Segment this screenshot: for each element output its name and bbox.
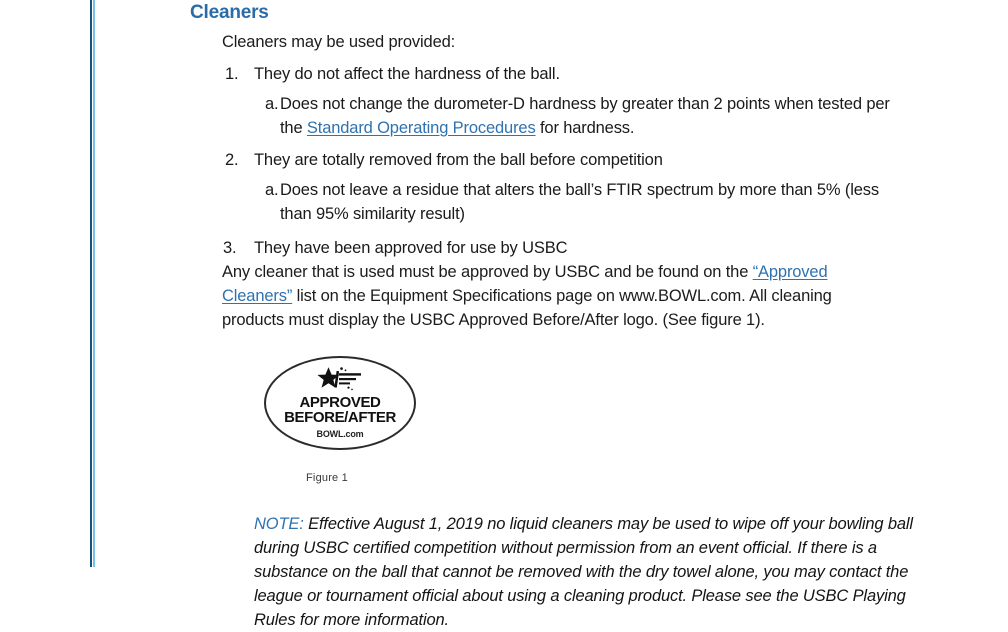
- list-marker: 1.: [225, 65, 239, 83]
- note-block: [254, 512, 922, 632]
- usbc-star-icon: [266, 365, 414, 395]
- standard-operating-procedures-link[interactable]: Standard Operating Procedures: [306, 119, 536, 137]
- list-sub-text-before-link: Does not change the durometer-D hardness by greater than 2 points when tested per the: [280, 95, 890, 137]
- list-sub-item: [222, 92, 894, 140]
- list-item-text: They do not affect the hardness of the ball.: [254, 65, 560, 83]
- list-sub-marker: a.: [265, 95, 279, 113]
- list-item: [222, 236, 894, 260]
- approved-cleaners-link[interactable]: “Approved Cleaners”: [222, 263, 828, 305]
- closing-text-after-link: list on the Equipment Specifications page on www.BOWL.com. All cleaning products must display the USBC Approved Before/After logo. (See figure 1).: [222, 287, 832, 329]
- list-marker: 2.: [225, 151, 239, 169]
- logo-line-approved: APPROVED: [299, 394, 381, 411]
- list-marker: 3.: [223, 239, 237, 257]
- list-sub-marker: a.: [265, 181, 279, 199]
- list-item-text: They have been approved for use by USBC: [254, 239, 568, 257]
- left-margin-rule-light: [93, 0, 95, 567]
- figure-caption: Figure 1: [306, 472, 348, 484]
- list-sub-item: [222, 178, 894, 226]
- intro-paragraph: Cleaners may be used provided:: [222, 33, 456, 51]
- list-sub-text-after-link: for hardness.: [535, 119, 635, 137]
- note-text: Effective August 1, 2019 no liquid cleaners may be used to wipe off your bowling ball during USBC certified competition without permission from an event official. If there is a substance on the ball that cannot be removed with the dry towel alone, you may contact the league or tournament official about using a cleaning product. Please see the USBC Playing Rules for more information.: [254, 515, 913, 629]
- section-body: [222, 30, 913, 632]
- list-item: [222, 62, 894, 86]
- closing-text-before-link: Any cleaner that is used must be approved by USBC and be found on the: [222, 263, 753, 281]
- approved-before-after-logo: [264, 356, 416, 450]
- section-heading: Cleaners: [190, 2, 269, 23]
- logo-line-bowl-com: BOWL.com: [316, 429, 364, 439]
- logo-line-before-after: BEFORE/AFTER: [284, 409, 396, 426]
- closing-paragraph: [222, 260, 894, 332]
- page-content-column: [190, 0, 913, 629]
- list-item: [222, 148, 894, 172]
- figure-approved-before-after: [254, 356, 434, 484]
- note-label: NOTE:: [254, 515, 304, 533]
- left-margin-rule-dark: [90, 0, 92, 567]
- list-item-text: They are totally removed from the ball before competition: [254, 151, 663, 169]
- list-sub-text: Does not leave a residue that alters the ball’s FTIR spectrum by more than 5% (less than 95% similarity result): [280, 181, 879, 223]
